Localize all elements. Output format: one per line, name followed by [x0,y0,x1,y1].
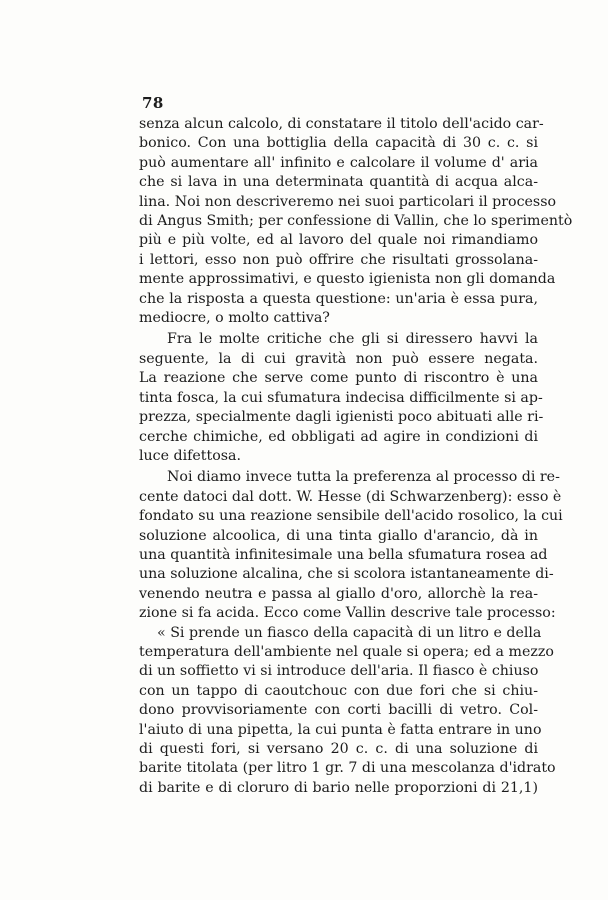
text-line: zione si fa acida. Ecco come Vallin descrive tale processo: [139,605,556,622]
page-number: 78 [142,94,164,112]
text-line: dono provvisoriamente con corti bacilli di vetro. Col- [139,702,538,719]
text-line: che la risposta a questa questione: un'aria è essa pura, [139,290,538,307]
text-line: con un tappo di caoutchouc con due fori che si chiu- [139,682,538,699]
text-line: fondato su una reazione sensibile dell'acido rosolico, la cui [139,508,563,525]
text-line: « Si prende un fiasco della capacità di un litro e della [157,624,542,641]
text-line: che si lava in una determinata quantità di acqua alca- [139,174,538,191]
text-line: di Angus Smith; per confessione di Vallin, che lo sperimentò [139,213,573,230]
text-line: temperatura dell'ambiente nel quale si opera; ed a mezzo [139,643,554,660]
text-line: seguente, la di cui gravità non può essere negata. [139,350,538,367]
text-line: i lettori, esso non può offrire che risultati grossolana- [139,251,538,268]
text-line: mente approssimativi, e questo igienista non gli domanda [139,271,556,288]
text-line: mediocre, o molto cattiva? [139,310,330,327]
text-line: di barite e di cloruro di bario nelle proporzioni di 21,1) [139,779,538,796]
text-line: venendo neutra e passa al giallo d'oro, allorchè la rea- [139,585,538,602]
text-line: può aumentare all' infinito e calcolare il volume d' aria [139,154,538,171]
text-line: di questi fori, si versano 20 c. c. di una soluzione di [139,741,538,757]
text-line: una soluzione alcalina, che si scolora istantaneamente di- [139,566,554,583]
text-line: lina. Noi non descriveremo nei suoi particolari il processo [139,193,557,210]
text-line: tinta fosca, la cui sfumatura indecisa difficilmente si ap- [139,389,543,406]
text-line: l'aiuto di una pipetta, la cui punta è fatta entrare in uno [139,721,542,738]
text-line: prezza, specialmente dagli igienisti poco abituati alle ri- [139,409,544,426]
text-line: cente datoci dal dott. W. Hesse (di Schwarzenberg): esso è [139,488,562,505]
text-line: Fra le molte critiche che gli si diressero havvi la [167,331,538,348]
text-line: cerche chimiche, ed obbligati ad agire in condizioni di [139,428,538,445]
text-line: una quantità infinitesimale una bella sfumatura rosea ad [139,546,548,563]
text-line: barite titolata (per litro 1 gr. 7 di una mescolanza d'idrato [139,760,556,777]
text-line: luce difettosa. [139,447,241,464]
text-line: La reazione che serve come punto di riscontro è una [139,370,538,387]
text-line: di un soffietto vi si introduce dell'aria. Il fiasco è chiuso [139,663,539,680]
text-line: bonico. Con una bottiglia della capacità di 30 c. c. si [139,135,538,152]
text-line: soluzione alcoolica, di una tinta giallo d'arancio, dà in [139,527,538,544]
text-line: Noi diamo invece tutta la preferenza al processo di re- [167,469,560,486]
text-line: senza alcun calcolo, di constatare il titolo dell'acido car- [139,116,544,132]
text-line: più e più volte, ed al lavoro del quale noi rimandiamo [139,232,538,249]
body-text [139,115,573,798]
